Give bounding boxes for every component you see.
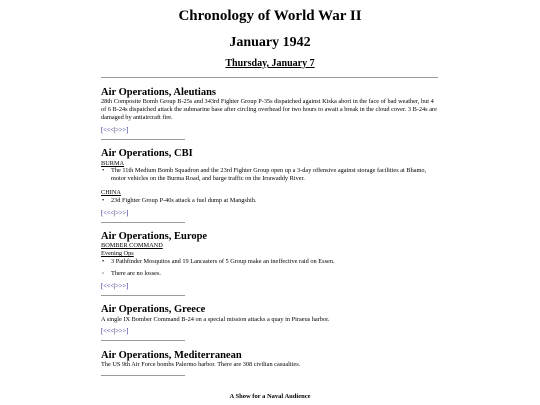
nav-first-link[interactable]: [<< [101, 328, 111, 335]
nav-separator: | [113, 328, 116, 335]
divider [101, 77, 438, 78]
section-text-aleutians: 28th Composite Bomb Group B-25s and 343rd Fighter Group P-35s dispatched against Kiska abort in the face of bad weather, but 4 of 6 B-24s dispatched attack the submarine base after circling overhead for two hours to await a break in the cloud cover. 3 B-24s are damaged by antiaircraft fire. [101, 98, 437, 121]
nav-first-link[interactable]: [<< [101, 283, 111, 290]
section-heading-mediterranean: Air Operations, Mediterranean [101, 350, 242, 361]
nav-last-link[interactable]: >>] [118, 283, 129, 290]
nav-links [101, 127, 128, 135]
nav-links [101, 283, 128, 291]
subsection-label-bomber-command: BOMBER COMMAND [101, 242, 163, 249]
nav-first-link[interactable]: [<< [101, 210, 111, 217]
section-heading-europe: Air Operations, Europe [101, 231, 208, 242]
nav-prev-link[interactable]: < [110, 127, 114, 134]
nav-last-link[interactable]: >>] [118, 210, 129, 217]
nav-last-link[interactable]: >>] [118, 127, 129, 134]
nav-next-link[interactable]: > [115, 328, 119, 335]
list-item: • 3 Pathfinder Mosquitos and 19 Lancasters of 5 Group make an ineffective raid on Essen. [102, 258, 335, 265]
nav-separator: | [113, 283, 116, 290]
section-text-mediterranean: The US 9th Air Force bombs Palermo harbor. There are 308 civilian casualties. [101, 361, 301, 368]
subsection-label-china: CHINA [101, 189, 121, 196]
section-heading-greece: Air Operations, Greece [101, 304, 206, 315]
nav-links [101, 328, 128, 336]
nav-next-link[interactable]: > [115, 210, 119, 217]
section-divider [101, 222, 185, 223]
section-divider [101, 139, 185, 140]
section-divider [101, 375, 185, 376]
nav-first-link[interactable]: [<< [101, 127, 111, 134]
circle-bullet-icon: ◦ [102, 270, 105, 277]
subsection-label-burma: BURMA [101, 160, 125, 167]
bullet-icon: • [102, 167, 105, 174]
list-item: • 23d Fighter Group P-40s attack a fuel dump at Mangshih. [102, 197, 257, 204]
nav-prev-link[interactable]: < [110, 210, 114, 217]
section-text-greece: A single IX Bomber Command B-24 on a special mission attacks a quay in Piraeus harbor. [101, 316, 330, 323]
nav-next-link[interactable]: > [115, 283, 119, 290]
nav-separator: | [113, 127, 116, 134]
list-item: • The 11th Medium Bomb Squadron and the 23rd Fighter Group open up a 3-day offensive against storage facilities at Bhamo, motor vehicles on the Burma Road, and barge traffic on the Irrawaddy River. [102, 167, 427, 182]
nav-last-link[interactable]: >>] [118, 328, 129, 335]
section-heading-cbi: Air Operations, CBI [101, 148, 193, 159]
nav-links [101, 210, 128, 218]
subsection-label-evening-ops: Evening Ops [101, 250, 134, 257]
date-heading: Thursday, January 7 [225, 58, 315, 69]
month-heading: January 1942 [229, 35, 311, 50]
nav-prev-link[interactable]: < [110, 283, 114, 290]
bullet-icon: • [102, 197, 105, 204]
page-title: Chronology of World War II [178, 8, 362, 24]
section-divider [101, 295, 185, 296]
section-heading-aleutians: Air Operations, Aleutians [101, 87, 217, 98]
next-section-title: A Show for a Naval Audience [229, 393, 311, 400]
nav-separator: | [113, 210, 116, 217]
section-divider [101, 340, 185, 341]
nav-next-link[interactable]: > [115, 127, 119, 134]
nav-prev-link[interactable]: < [110, 328, 114, 335]
list-item: ◦ There are no losses. [102, 270, 162, 277]
bullet-icon: • [102, 258, 105, 265]
